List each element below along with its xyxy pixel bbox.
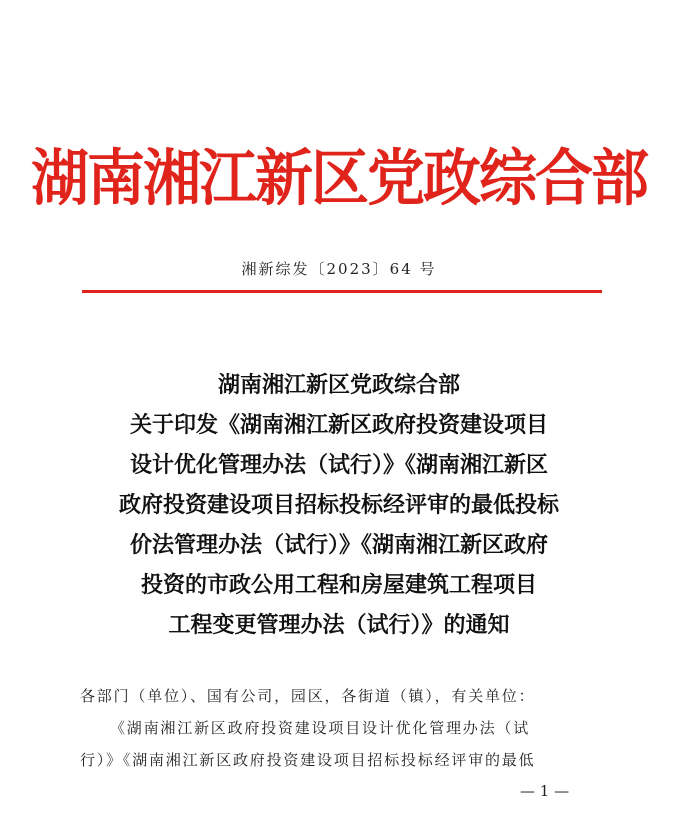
title-line: 政府投资建设项目招标投标经评审的最低投标 bbox=[118, 492, 559, 518]
notice-body bbox=[80, 680, 600, 776]
document-number: 湘新综发〔2023〕64 号 bbox=[241, 260, 437, 278]
paragraph-line: 行）》《湖南湘江新区政府投资建设项目招标投标经评审的最低 bbox=[80, 751, 536, 769]
notice-title bbox=[60, 365, 618, 645]
red-divider-line bbox=[82, 290, 602, 293]
salutation: 各部门（单位）、国有公司，园区，各街道（镇），有关单位： bbox=[80, 687, 536, 705]
title-line: 湖南湘江新区党政综合部 bbox=[217, 372, 460, 398]
title-line: 投资的市政公用工程和房屋建筑工程项目 bbox=[140, 572, 537, 598]
paragraph-line: 《湖南湘江新区政府投资建设项目设计优化管理办法（试 bbox=[110, 719, 531, 737]
title-line: 工程变更管理办法（试行）》的通知 bbox=[168, 612, 510, 638]
page-number: — 1 — bbox=[520, 782, 570, 800]
title-line: 价法管理办法（试行）》《湖南湘江新区政府 bbox=[129, 532, 548, 558]
title-line: 设计优化管理办法（试行）》《湖南湘江新区 bbox=[129, 452, 548, 478]
title-line: 关于印发《湖南湘江新区政府投资建设项目 bbox=[129, 412, 548, 438]
masthead-org-name: 湖南湘江新区党政综合部 bbox=[30, 142, 647, 214]
